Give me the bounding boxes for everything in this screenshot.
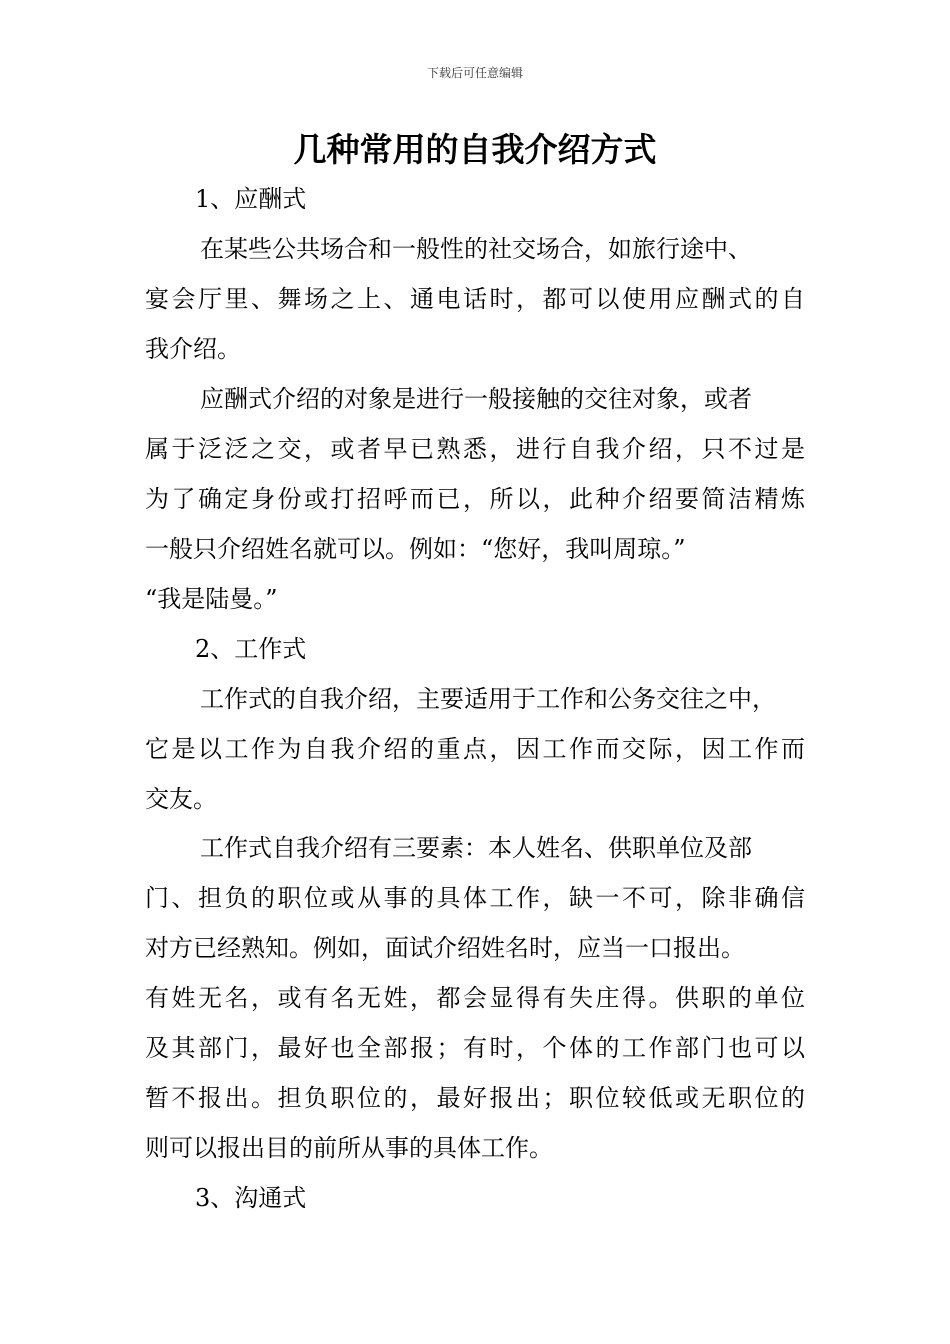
paragraph-line: 则可以报出目的前所从事的具体工作。 (145, 1134, 553, 1162)
paragraph-line: 门、担负的职位或从事的具体工作，缺一不可，除非确信 (145, 884, 805, 912)
paragraph-line: 一般只介绍姓名就可以。例如：“您好，我叫周琼。” (145, 535, 686, 563)
section-heading-2: 2、工作式 (195, 635, 307, 663)
paragraph-line: 应酬式介绍的对象是进行一般接触的交往对象，或者 (200, 385, 752, 413)
paragraph-line: 为了确定身份或打招呼而已，所以，此种介绍要简洁精炼 (145, 485, 805, 513)
document-title: 几种常用的自我介绍方式 (293, 130, 657, 169)
paragraph-line: 工作式的自我介绍，主要适用于工作和公务交往之中， (200, 685, 776, 713)
paragraph-line: 宴会厅里、舞场之上、通电话时，都可以使用应酬式的自 (145, 285, 805, 313)
paragraph-line: 对方已经熟知。例如，面试介绍姓名时，应当一口报出。 (145, 934, 745, 962)
section-heading-3: 3、沟通式 (195, 1184, 307, 1212)
paragraph-line: “我是陆曼。” (145, 585, 278, 613)
paragraph-line: 属于泛泛之交，或者早已熟悉，进行自我介绍，只不过是 (145, 435, 805, 463)
paragraph-line: 我介绍。 (145, 335, 241, 363)
paragraph-line: 暂不报出。担负职位的，最好报出；职位较低或无职位的 (145, 1084, 805, 1112)
paragraph-line: 在某些公共场合和一般性的社交场合，如旅行途中、 (200, 235, 752, 263)
paragraph-line: 有姓无名，或有名无姓，都会显得有失庄得。供职的单位 (145, 984, 805, 1012)
paragraph-line: 及其部门，最好也全部报；有时，个体的工作部门也可以 (145, 1034, 805, 1062)
paragraph-line: 交友。 (145, 785, 217, 813)
page-header-note: 下载后可任意编辑 (426, 66, 523, 80)
paragraph-line: 它是以工作为自我介绍的重点，因工作而交际，因工作而 (145, 735, 805, 763)
section-heading-1: 1、应酬式 (195, 185, 307, 213)
paragraph-line: 工作式自我介绍有三要素：本人姓名、供职单位及部 (200, 834, 752, 862)
